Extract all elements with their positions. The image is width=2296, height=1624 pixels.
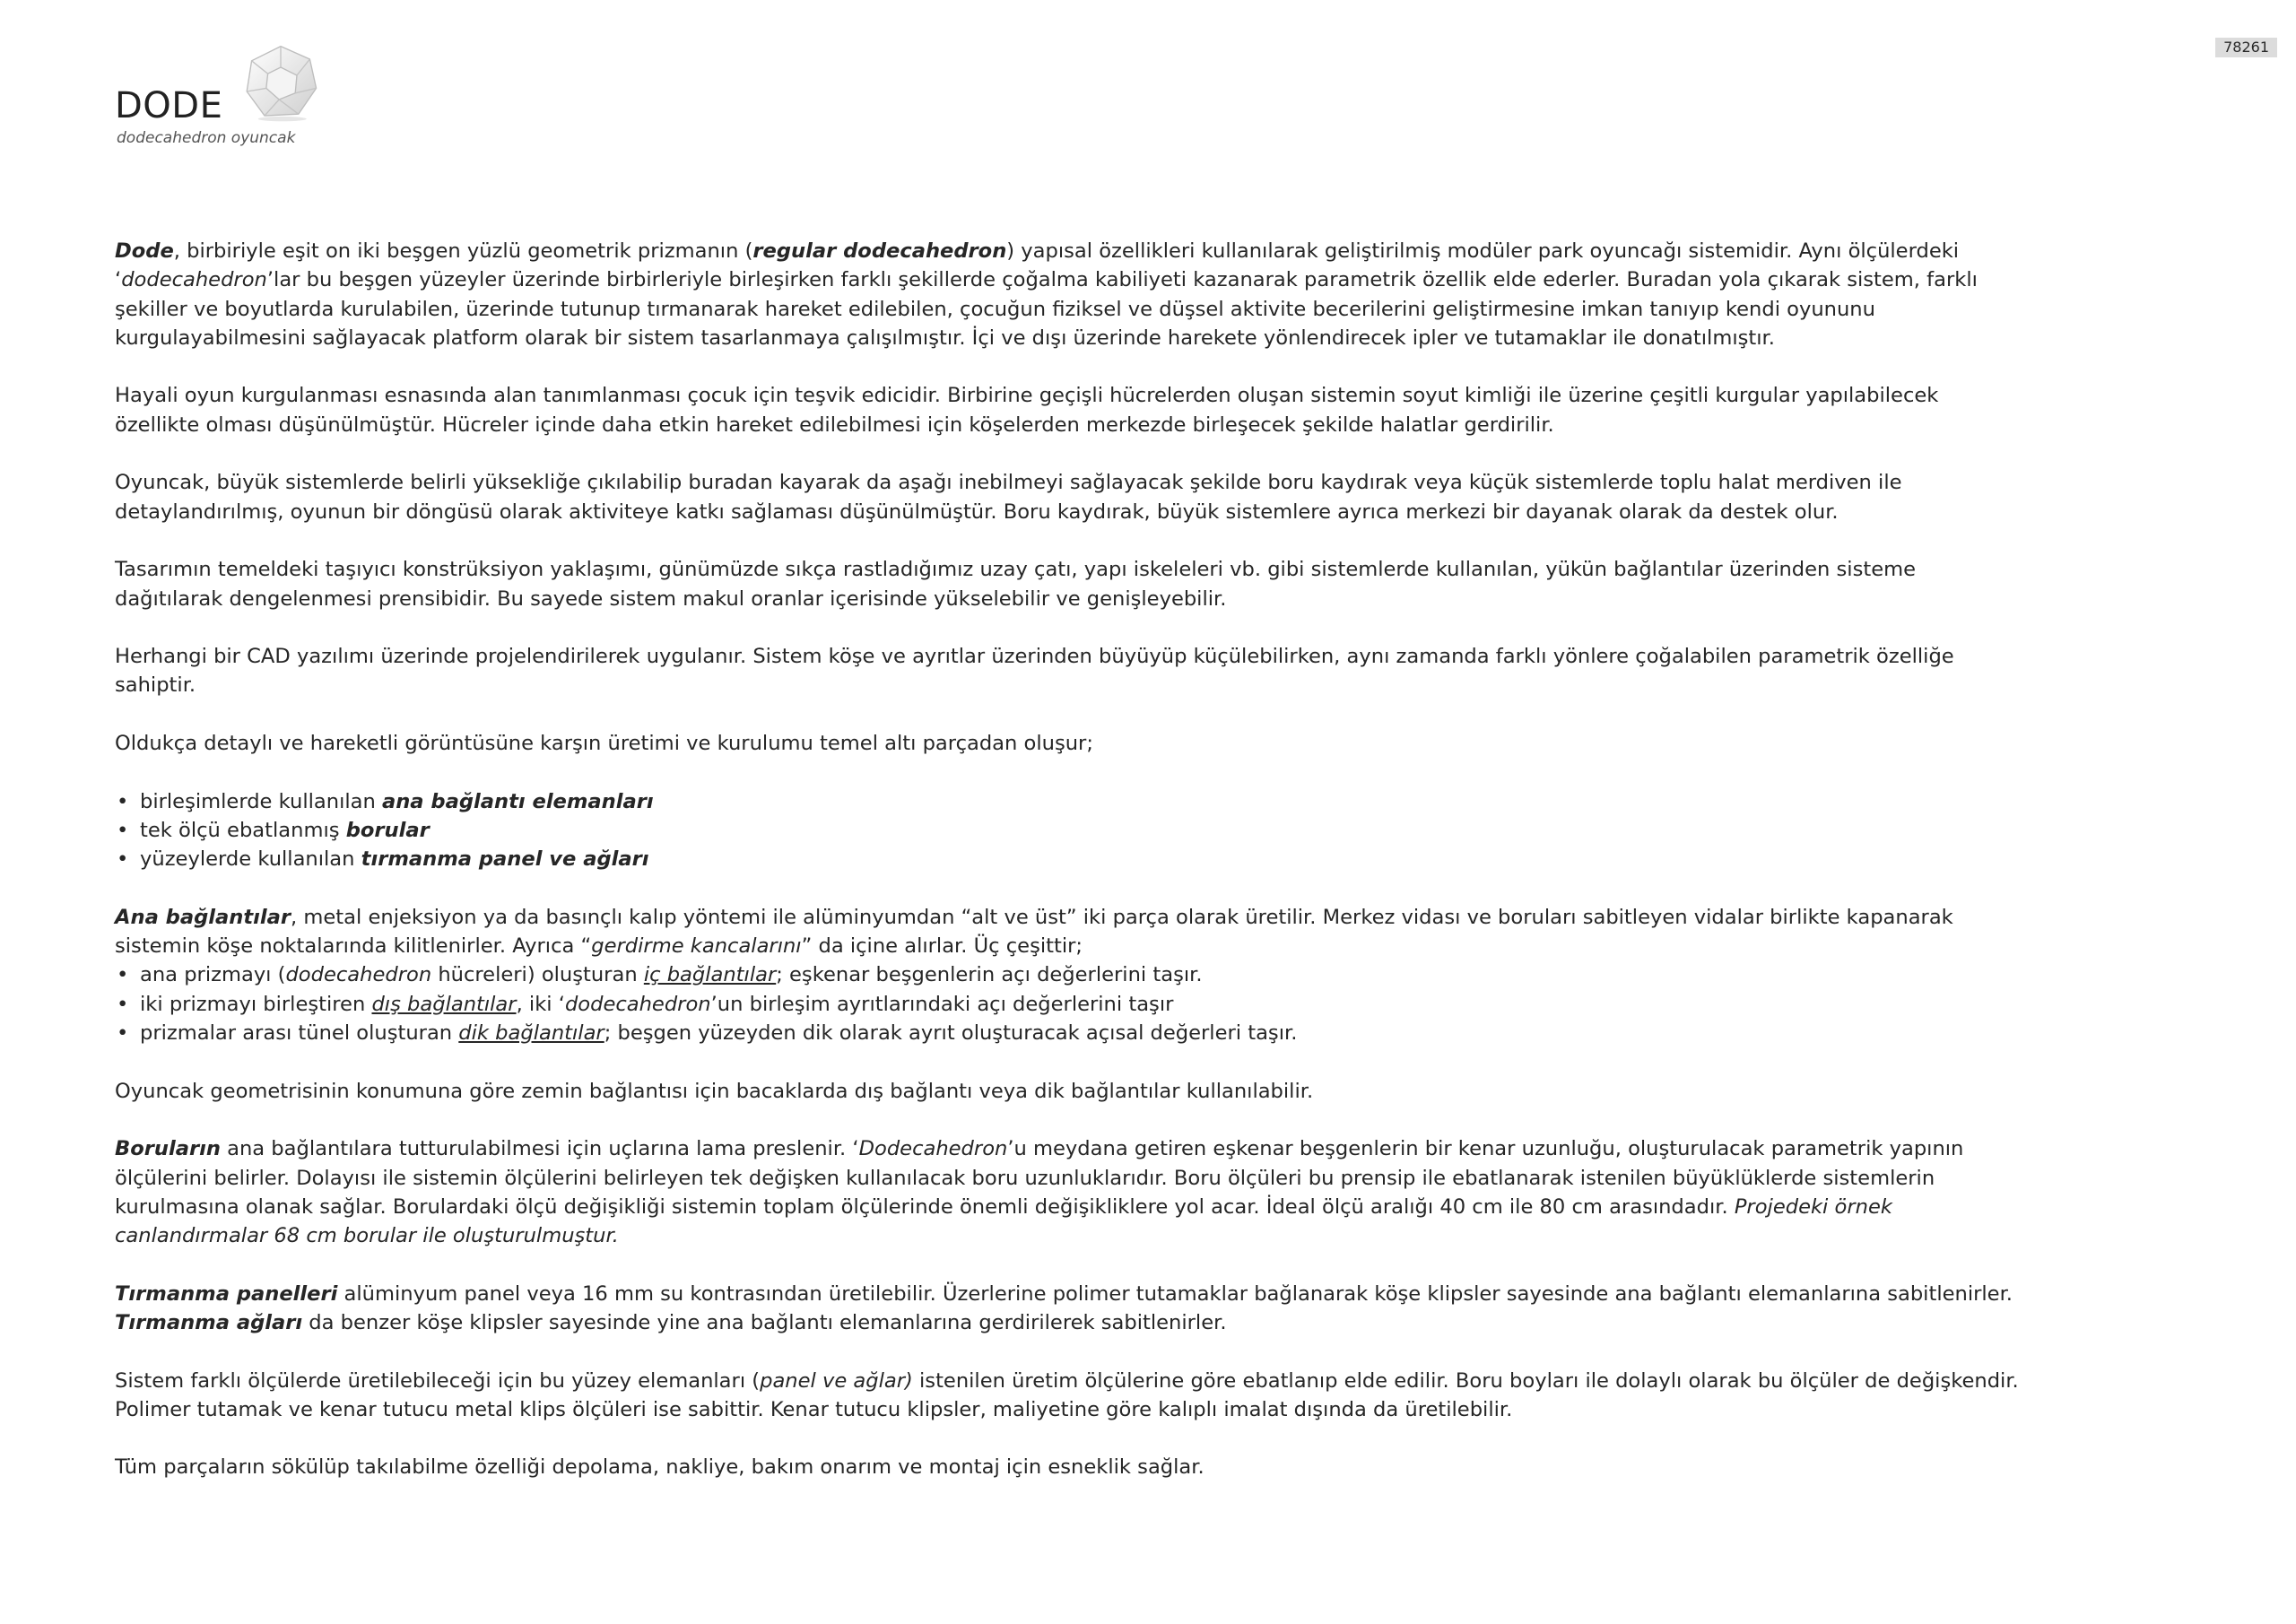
list-item: • tek ölçü ebatlanmış borular <box>115 816 2025 845</box>
term-regular-dodecahedron: regular dodecahedron <box>752 239 1007 263</box>
list-item: • prizmalar arası tünel oluşturan dik bağlantılar; beşgen yüzeyden dik olarak ayrıt oluşturacak açısal değerleri taşır. <box>115 1019 2025 1047</box>
list-item: • ana prizmayı (dodecahedron hücreleri) oluşturan iç bağlantılar; eşkenar beşgenlerin açı değerlerini taşır. <box>115 960 2025 989</box>
dodecahedron-icon <box>240 43 321 124</box>
paragraph-ground-connection: Oyuncak geometrisinin konumuna göre zemin bağlantısı için bacaklarda dış bağlantı veya dik bağlantılar kullanılabilir. <box>115 1079 1314 1103</box>
paragraph-connectors: Ana bağlantılar, metal enjeksiyon ya da basınçlı kalıp yöntemi ile alüminyumdan “alt ve üst” iki parça olarak üretilir. Merkez vidası ve boruları sabitleyen vidalar birlikte kapanarak sistemin köşe noktalarında kilitlenirler. Ayrıca “gerdirme kancalarını” da içine alırlar. Üç çeşittir; <box>115 905 1953 959</box>
term-dode: Dode <box>115 239 174 263</box>
paragraph-pipes: Boruların ana bağlantılara tutturulabilmesi için uçlarına lama preslenir. ‘Dodecahedron’u meydana getiren eşkenar beşgenlerin bir kenar uzunluğu, oluşturulacak parametrik yapının ölçülerini belirler. Dolayısı ile sistemin ölçülerini belirleyen tek değişken kullanılacak boru uzunluklarıdır. Boru ölçüleri bu prensip ile ebatlanarak istenilen büyüklüklerde sistemlerin kurulmasına olanak sağlar. Borulardaki ölçü değişikliği sistemin toplam ölçülerinde önemli değişikliklere yol acar. İdeal ölçü aralığı 40 cm ile 80 cm arasındadır. Projedeki örnek canlandırmalar 68 cm borular ile oluşturulmuştur. <box>115 1137 1964 1248</box>
paragraph-flexibility: Tüm parçaların sökülüp takılabilme özelliği depolama, nakliye, bakım onarım ve montaj için esneklik sağlar. <box>115 1455 1205 1480</box>
document-header <box>115 43 402 151</box>
document-subtitle: dodecahedron oyuncak <box>117 129 296 147</box>
connector-types-list <box>115 960 2025 1047</box>
paragraph-slide: Oyuncak, büyük sistemlerde belirli yüksekliğe çıkılabilip buradan kayarak da aşağı inebilmeyi sağlayacak şekilde boru kaydırak veya küçük sistemlerde toplu halat merdiven ile detaylandırılmış, oyunun bir döngüsü olarak aktiviteye katkı sağlaması düşünülmüştür. Boru kaydırak, büyük sistemlere ayrıca merkezi bir dayanak olarak da destek olur. <box>115 471 1902 524</box>
paragraph-surface-elements: Sistem farklı ölçülerde üretilebileceği için bu yüzey elemanları (panel ve ağlar) istenilen üretim ölçülerine göre ebatlanıp elde edilir. Boru boyları ile dolaylı olarak bu ölçüler de değişkendir. Polimer tutamak ve kenar tutucu metal klips ölçüleri ise sabittir. Kenar tutucu klipsler, maliyetine göre kalıplı imalat dışında da üretilebilir. <box>115 1368 2019 1421</box>
list-item: • yüzeylerde kullanılan tırmanma panel ve ağları <box>115 845 2025 873</box>
paragraph-imaginary-play: Hayali oyun kurgulanması esnasında alan tanımlanması çocuk için teşvik edicidir. Birbirine geçişli hücrelerden oluşan sistemin soyut kimliği ile üzerine çeşitli kurgular yapılabilecek özellikte olması düşünülmüştür. Hücreler içinde daha etkin hareket edilebilmesi için köşelerden merkezde birleşecek şekilde halatlar gerdirilir. <box>115 384 1939 437</box>
paragraph-climbing-panels: Tırmanma panelleri alüminyum panel veya 16 mm su kontrasından üretilebilir. Üzerlerine polimer tutamaklar bağlanarak köşe klipsler sayesinde ana bağlantı elemanlarına sabitlenirler. Tırmanma ağları da benzer köşe klipsler sayesinde yine ana bağlantı elemanlarına gerdirilerek sabitlenirler. <box>115 1281 2013 1334</box>
parts-list <box>115 787 2025 874</box>
paragraph-intro: Dode, birbiriyle eşit on iki beşgen yüzlü geometrik prizmanın (regular dodecahedron) yapısal özellikleri kullanılarak geliştirilmiş modüler park oyuncağı sistemidir. Aynı ölçülerdeki ‘dodecahedron’lar bu beşgen yüzeyler üzerinde birbirleriyle birleşirken farklı şekillerde çoğalma kabiliyeti kazanarak parametrik özellik elde ederler. Buradan yola çıkarak sistem, farklı şekiller ve boyutlarda kurulabilen, üzerinde tutunup tırmanarak hareket edilebilen, çocuğun fiziksel ve düşsel aktivite becerilerini geliştirmesine imkan tanıyıp kendi oyununu kurgulayabilmesini sağlayacak platform olarak bir sistem tasarlanmaya çalışılmıştır. İçi ve dışı üzerinde harekete yönlendirecek ipler ve tutamaklar ile donatılmıştır. <box>115 239 1978 350</box>
list-item: • birleşimlerde kullanılan ana bağlantı elemanları <box>115 787 2025 816</box>
paragraph-structure: Tasarımın temeldeki taşıyıcı konstrüksiyon yaklaşımı, günümüzde sıkça rastladığımız uzay çatı, yapı iskeleleri vb. gibi sistemlerde kullanılan, yükün bağlantılar üzerinden sisteme dağıtılarak dengelenmesi prensibidir. Bu sayede sistem makul oranlar içerisinde yükselebilir ve genişleyebilir. <box>115 558 1917 611</box>
list-item: • iki prizmayı birleştiren dış bağlantılar, iki ‘dodecahedron’un birleşim ayrıtlarındaki açı değerlerini taşır <box>115 990 2025 1019</box>
document-title: DODE <box>115 85 223 126</box>
paragraph-six-parts: Oldukça detaylı ve hareketli görüntüsüne karşın üretimi ve kurulumu temel altı parçadan oluşur; <box>115 732 1093 756</box>
document-code-badge: 78261 <box>2215 38 2277 57</box>
paragraph-cad: Herhangi bir CAD yazılımı üzerinde projelendirilerek uygulanır. Sistem köşe ve ayrıtlar üzerinden büyüyüp küçülebilirken, aynı zamanda farklı yönlere çoğalabilen parametrik özelliğe sahiptir. <box>115 645 1954 698</box>
document-body <box>115 237 2025 1511</box>
